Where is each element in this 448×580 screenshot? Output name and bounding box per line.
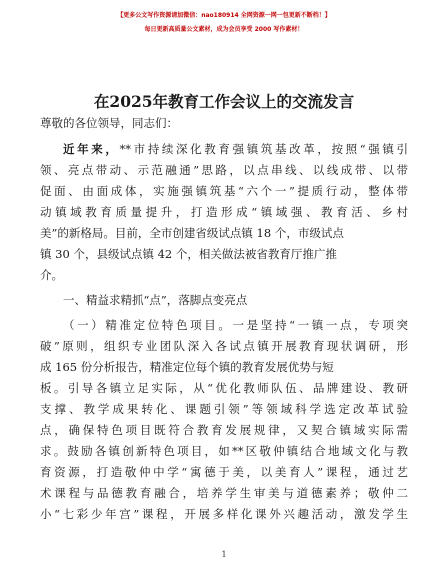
paragraph-text: 份分析报告，精准定位每个镇的教育发展优势与短 xyxy=(77,360,334,374)
paragraph-line: 领、亮点带动、示范融通”思路，以点串线、以线成带、以带 xyxy=(40,163,408,177)
paragraph-line xyxy=(40,225,408,241)
paragraph-line: 点，确保特色项目既符合教育发展规律，又契合镇域实际需 xyxy=(40,423,408,437)
paragraph-text: 镇 xyxy=(40,247,56,261)
paragraph-text: 美”的新格局。目前，全市创建省级试点镇 xyxy=(40,226,257,240)
paragraph-line: 术课程与品德教育融合，培养学生审美与道德素养；敬仲二 xyxy=(40,486,408,500)
paragraph-line: 支撑、教学成果转化、课题引领”等领域科学选定改革试验 xyxy=(40,402,408,416)
document-title: 在2025年教育工作会议上的交流发言 xyxy=(93,92,355,111)
page-number: 1 xyxy=(221,550,227,559)
paragraph-number: 165 xyxy=(55,360,78,374)
paragraph-line xyxy=(40,141,408,157)
paragraph-lead: 近年来， xyxy=(63,142,120,156)
paragraph-line: 求。鼓励各镇创新特色项目，如**区敬仲镇结合地域文化与教 xyxy=(40,444,408,458)
promo-banner-line1: 【更多公文写作资源请加微信：nao180914 全网资源一网一包更新不断档！】 xyxy=(117,12,331,19)
paragraph-number: 18 xyxy=(256,226,272,240)
paragraph-number: 30 xyxy=(55,247,70,261)
paragraph-text: 成 xyxy=(40,360,56,374)
paragraph-line: 板。引导各镇立足实际，从“优化教师队伍、品牌建设、教研 xyxy=(40,381,408,395)
paragraph-text: 个，相关做法被省教育厅推广推 xyxy=(172,247,337,261)
paragraph-line: 育资源，打造敬仲中学“寓德于美，以美育人”课程，通过艺 xyxy=(40,465,408,479)
promo-banner-line2: 每日更新高质量公文素材，成为会员享受 2000 写作素材！ xyxy=(144,26,304,33)
paragraph-line xyxy=(40,246,408,262)
paragraph-text: **市持续深化教育强镇筑基改革，按照“强镇引 xyxy=(119,142,408,156)
paragraph-line: （一）精准定位特色项目。一是坚持“一镇一点，专项突 xyxy=(63,318,408,332)
salutation: 尊敬的各位领导，同志们： xyxy=(40,116,178,130)
paragraph-line: 介。 xyxy=(40,268,63,282)
paragraph-line: 动镇域教育质量提升，打造形成“镇域强、教育活、乡村 xyxy=(40,205,408,219)
paragraph-line: 促面、由面成体，实施强镇筑基“六个一”提质行动，整体带 xyxy=(40,184,408,198)
paragraph-line xyxy=(40,359,408,375)
paragraph-line: 小“七彩少年宫”课程，开展多样化课外兴趣活动，激发学生 xyxy=(40,507,408,521)
section-heading: 一、精益求精抓“点”，落脚点变亮点 xyxy=(63,293,248,307)
paragraph-text: 个，市级试点 xyxy=(271,226,344,240)
paragraph-text: 个，县级试点镇 xyxy=(69,247,158,261)
paragraph-line: 破”原则，组织专业团队深入各试点镇开展教育现状调研，形 xyxy=(40,339,408,353)
paragraph-number: 42 xyxy=(157,247,173,261)
